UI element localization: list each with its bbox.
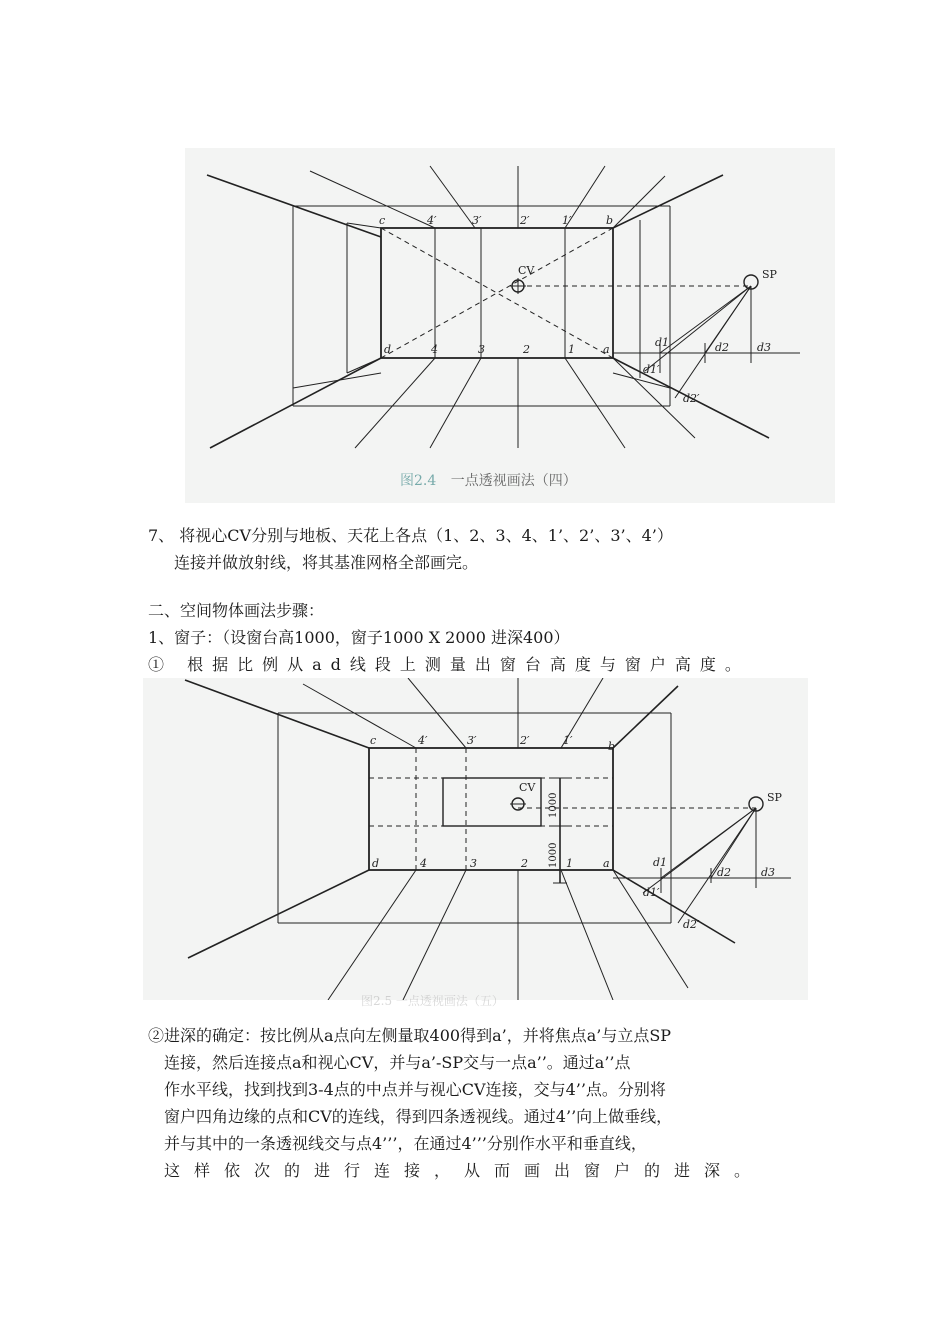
fig2-label-d2p: d2′ [683,918,700,931]
fig2-label-cv: CV [519,781,536,794]
fig2-label-2p: 2′ [520,734,530,747]
section-heading: 二、空间物体画法步骤： [148,601,325,620]
label-2: 2 [523,343,530,356]
label-1: 1 [568,343,575,356]
figure2-caption-cut: 图2.5 一点透视画法（五） [361,994,504,1008]
step2-line2: 连接，然后连接点a和视心CV，并与a’-SP交与一点a’’。通过a’’点 [164,1053,631,1072]
step2-line4: 窗户四角边缘的点和CV的连线，得到四条透视线。通过4’’向上做垂线， [164,1107,673,1126]
label-d1p: d1′ [643,363,660,376]
label-b: b [606,214,614,227]
label-d1: d1 [655,336,670,349]
label-d: d [384,343,392,356]
step2-line5: 并与其中的一条透视线交与点4’’’，在通过4’’’分别作水平和垂直线， [164,1134,647,1153]
label-3p: 3′ [472,214,482,227]
fig2-label-c: c [370,734,377,747]
fig2-label-d1p: d1′ [643,886,660,899]
step2-line1: ②进深的确定：按比例从a点向左侧量取400得到a’，并将焦点a’与立点SP [148,1026,672,1045]
caption-number: 图2.4 [400,473,437,489]
fig2-label-1: 1 [566,857,573,870]
figure-window-perspective [143,678,808,1008]
step2-line6: 这样依次的进行连接，从而画出窗户的进深。 [164,1161,765,1180]
fig2-label-d1: d1 [653,856,668,869]
label-3: 3 [478,343,485,356]
fig2-label-4p: 4′ [418,734,428,747]
caption-text: 一点透视画法（四） [450,473,577,489]
perspective-drawing-1 [185,148,835,503]
label-2p: 2′ [520,214,530,227]
fig2-label-sp: SP [767,791,782,804]
fig2-label-d: d [372,857,380,870]
figure-one-point-perspective-4 [185,148,835,503]
label-d3: d3 [757,341,772,354]
dimension-lower: 1000 [548,842,559,868]
label-c: c [379,214,386,227]
label-4p: 4′ [427,214,437,227]
step7-line2: 连接并做放射线，将其基准网格全部画完。 [174,553,479,572]
fig2-label-1p: 1′ [563,734,573,747]
window-item: 1、窗子：（设窗台高1000，窗子1000 X 2000 进深400） [148,628,570,647]
label-d2: d2 [715,341,730,354]
label-d2p: d2′ [683,392,700,405]
figure-caption [400,470,577,490]
label-cv: CV [518,264,535,277]
fig2-label-2: 2 [521,857,528,870]
fig2-label-a: a [603,857,610,870]
fig2-label-d2: d2 [717,866,732,879]
label-4: 4 [431,343,438,356]
fig2-label-3p: 3′ [467,734,477,747]
label-sp: SP [762,268,777,281]
label-1p: 1′ [562,214,572,227]
fig2-label-3: 3 [470,857,477,870]
fig2-label-b: b [608,740,616,753]
dimension-upper: 1000 [548,792,559,818]
perspective-drawing-2 [143,678,808,1000]
label-a: a [603,343,610,356]
step2-line3: 作水平线，找到找到3-4点的中点并与视心CV连接，交与4’’点。分别将 [164,1080,666,1099]
fig2-label-4: 4 [420,857,427,870]
step7-line1: 7、 将视心CV分别与地板、天花上各点（1、2、3、4、1’、2’、3’、4’） [148,526,673,545]
step1-text: ① 根据比例从ad线段上测量出窗台高度与窗户高度。 [148,655,750,674]
fig2-label-d3: d3 [761,866,776,879]
